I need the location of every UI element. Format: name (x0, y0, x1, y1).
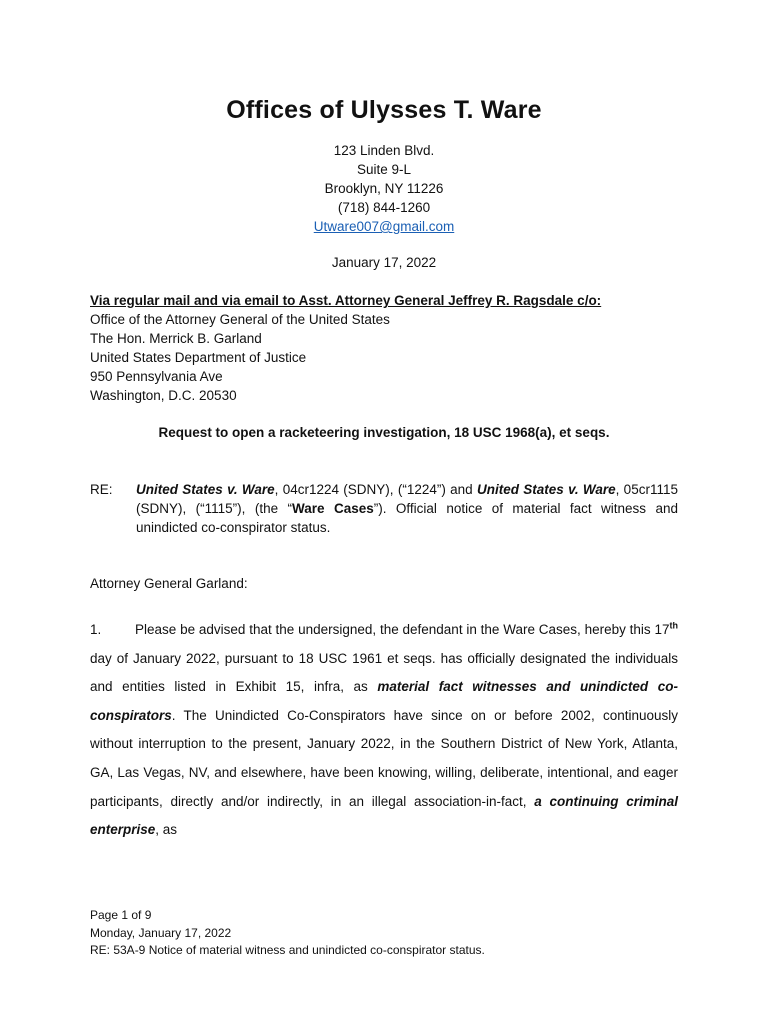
case-name-2: United States v. Ware (476, 482, 616, 497)
address-block (0, 141, 768, 236)
ware-cases-term: Ware Cases (292, 501, 374, 516)
re-text: United States v. Ware, 04cr1224 (SDNY), (“1224”) and United States v. Ware, 05cr1115 (SDNY), (“1115”), (the “Ware Cases”). Official notice of material fact witness and unindicted co-conspirator status. (136, 482, 678, 535)
paragraph-1: 1. Please be advised that the undersigned, the defendant in the Ware Cases, hereby this 17th day of January 2022, pursuant to 18 USC 1961 et seqs. has officially designated the individuals and entities listed in Exhibit 15, infra, as material fact witnesses and unindicted co-conspirators. The Unindicted Co-Conspirators have since on or before 2002, continuously without interruption to the present, January 2022, in the Southern District of New York, Atlanta, GA, Las Vegas, NV, and elsewhere, have been knowing, willing, deliberate, intentional, and eager participants, directly and/or indirectly, in an illegal association-in-fact, a continuing criminal enterprise, as (90, 616, 678, 845)
footer-re: RE: 53A-9 Notice of material witness and unindicted co-conspirator status. (90, 943, 485, 957)
emphasis-witnesses: material fact witnesses and unindicted co-conspirators (90, 679, 678, 723)
salutation: Attorney General Garland: (90, 576, 248, 591)
address-line-street: 123 Linden Blvd. (333, 143, 435, 158)
emphasis-enterprise: a continuing criminal enterprise (90, 793, 679, 838)
address-line-city: Brooklyn, NY 11226 (324, 181, 444, 196)
address-line-phone: (718) 844-1260 (337, 200, 431, 215)
letter-date: January 17, 2022 (331, 255, 437, 270)
letterhead-title: Offices of Ulysses T. Ware (226, 96, 542, 124)
recipient-name: The Hon. Merrick B. Garland (90, 331, 262, 346)
recipient-block (90, 291, 690, 405)
recipient-street: 950 Pennsylvania Ave (90, 369, 223, 384)
address-line-suite: Suite 9-L (356, 162, 412, 177)
re-label: RE: (90, 482, 113, 497)
email-link[interactable]: Utware007@gmail.com (313, 219, 455, 234)
recipient-department: United States Department of Justice (90, 350, 307, 365)
footer-page-number: Page 1 of 9 (90, 908, 152, 922)
recipient-office: Office of the Attorney General of the United States (90, 312, 390, 327)
via-line: Via regular mail and via email to Asst. Attorney General Jeffrey R. Ragsdale c/o: (90, 293, 602, 308)
footer-date: Monday, January 17, 2022 (90, 925, 232, 940)
ordinal-suffix: th (669, 620, 678, 631)
case-name-1: United States v. Ware (136, 482, 275, 497)
page-footer (90, 907, 485, 960)
paragraph-number: 1. (90, 622, 102, 637)
recipient-city: Washington, D.C. 20530 (90, 388, 237, 403)
request-heading: Request to open a racketeering investigation, 18 USC 1968(a), et seqs. (158, 425, 610, 440)
